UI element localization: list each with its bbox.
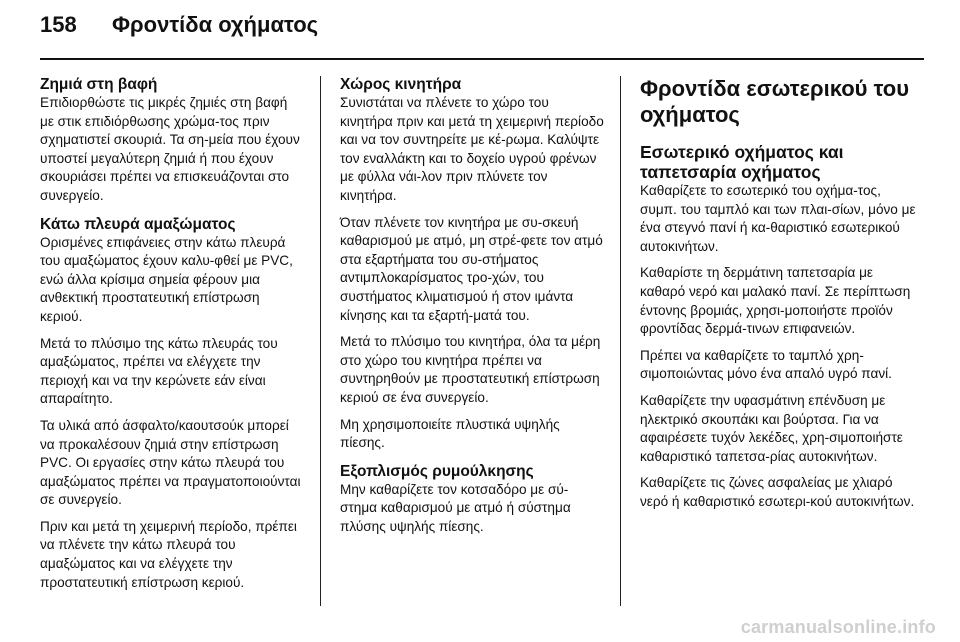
section-title-underbody: Κάτω πλευρά αμαξώματος: [40, 215, 236, 233]
section-title-engine-compartment: Χώρος κινητήρα: [340, 76, 462, 93]
paragraph: Μετά το πλύσιμο του κινητήρα, όλα τα μέρη στο χώρο του κινητήρα πρέπει να συντηρηθούν με προστατευτική επίστρωση κεριού σε ένα συνεργείο.: [340, 334, 601, 405]
column-3: [640, 76, 918, 522]
section-engine-compartment: [340, 76, 604, 453]
paragraph: Τα υλικά από άσφαλτο/καουτσούκ μπορεί να προκαλέσουν ζημιά στην επίστρωση PVC. Οι εργασίες στην κάτω πλευρά του αμαξώματος πρέπει να πραγματοποιούνται σε συνεργείο.: [40, 417, 301, 508]
paragraph: Επιδιορθώστε τις μικρές ζημιές στη βαφή με στικ επιδιόρθωσης χρώμα-τος πριν σχηματιστεί σκουριά. Τα ση-μεία που έχουν υποστεί μεγαλύτερη ζημιά ή που έχουν σκουριάσει πρέπει να επισκευάζονται στο συνεργείο.: [40, 95, 300, 203]
page-header: [40, 12, 318, 52]
section-interior-upholstery: [640, 142, 918, 512]
paragraph: Καθαρίστε τη δερμάτινη ταπετσαρία με καθαρό νερό και μαλακό πανί. Σε περίπτωση έντονης βρομιάς, χρησι-μοποιήστε προϊόν φροντίδας δερμά-τινων επιφανειών.: [640, 265, 911, 337]
paragraph: Πριν και μετά τη χειμερινή περίοδο, πρέπει να πλένετε την κάτω πλευρά του αμαξώματος και να ελέγχετε την προστατευτική επίστρωση κεριού.: [40, 518, 297, 590]
column-divider-1: [320, 76, 321, 606]
page-number: 158: [40, 12, 77, 37]
paragraph: Καθαρίζετε την υφασμάτινη επένδυση με ηλεκτρικό σκουπάκι και βούρτσα. Για να αφαιρέσετε τυχόν λεκέδες, χρη-σιμοποιήστε καθαριστικό ταπετσα-ρίας αυτοκινήτων.: [640, 392, 903, 464]
section-paint-damage: [40, 76, 302, 206]
paragraph: Καθαρίζετε το εσωτερικό του οχήμα-τος, συμπ. του ταμπλό και των πλαι-σίων, μόνο με ένα στεγνό πανί ή κα-θαριστικό εσωτερικού αυτοκινήτων.: [640, 183, 916, 254]
paragraph: Όταν πλένετε τον κινητήρα με συ-σκευή καθαρισμού με ατμό, μη στρέ-φετε τον ατμό στα εξαρτήματα του συ-στήματος αντιμπλοκαρίσματος τρο-χών, του συστήματος κλιματισμού ή στον ιμάντα κίνησης και τα εξαρτή-ματά του.: [340, 214, 603, 323]
paragraph: Πρέπει να καθαρίζετε το ταμπλό χρη-σιμοποιώντας μόνο ένα απαλό υγρό πανί.: [640, 347, 892, 382]
paragraph: Μην καθαρίζετε τον κοτσαδόρο με σύ-στημα καθαρισμού με ατμό ή σύστημα πλύσης υψηλής πίεσης.: [340, 481, 571, 534]
section-title-interior-upholstery: Εσωτερικό οχήματος και ταπετσαρία οχήματος: [640, 142, 844, 182]
main-section-title: Φροντίδα εσωτερικού του οχήματος: [640, 76, 910, 127]
header-rule: [40, 58, 924, 60]
page-title: Φροντίδα οχήματος: [112, 12, 319, 37]
paragraph: Μετά το πλύσιμο της κάτω πλευράς του αμαξώματος, πρέπει να ελέγχετε την περιοχή και να την κερώνετε εάν είναι απαραίτητο.: [40, 335, 278, 407]
section-towing-equipment: [340, 463, 604, 537]
section-title-towing-equipment: Εξοπλισμός ρυμούλκησης: [340, 462, 534, 480]
column-1: [40, 76, 302, 602]
section-underbody: [40, 216, 302, 593]
column-divider-2: [620, 76, 621, 606]
paragraph: Ορισμένες επιφάνειες στην κάτω πλευρά του αμαξώματος έχουν καλυ-φθεί με PVC, ενώ άλλα κρίσιμα σημεία φέρουν μια ανθεκτική προστατευτική επίστρωση κεριού.: [40, 234, 293, 324]
paragraph: Μη χρησιμοποιείτε πλυστικά υψηλής πίεσης.: [340, 416, 560, 451]
paragraph: Καθαρίζετε τις ζώνες ασφαλείας με χλιαρό νερό ή καθαριστικό εσωτερι-κού αυτοκινήτων.: [640, 475, 915, 509]
watermark: carmanualsonline.info: [740, 617, 936, 637]
section-title-paint-damage: Ζημιά στη βαφή: [40, 76, 158, 93]
column-2: [340, 76, 604, 546]
paragraph: Συνιστάται να πλένετε το χώρο του κινητήρα πριν και μετά τη χειμερινή περίοδο και να τον συντηρείτε με κέ-ρωμα. Καλύψτε τον εναλλάκτη και το δοχείο υγρού φρένων με φύλλα νάι-λον πριν πλύνετε τον κινητήρα.: [340, 95, 604, 203]
